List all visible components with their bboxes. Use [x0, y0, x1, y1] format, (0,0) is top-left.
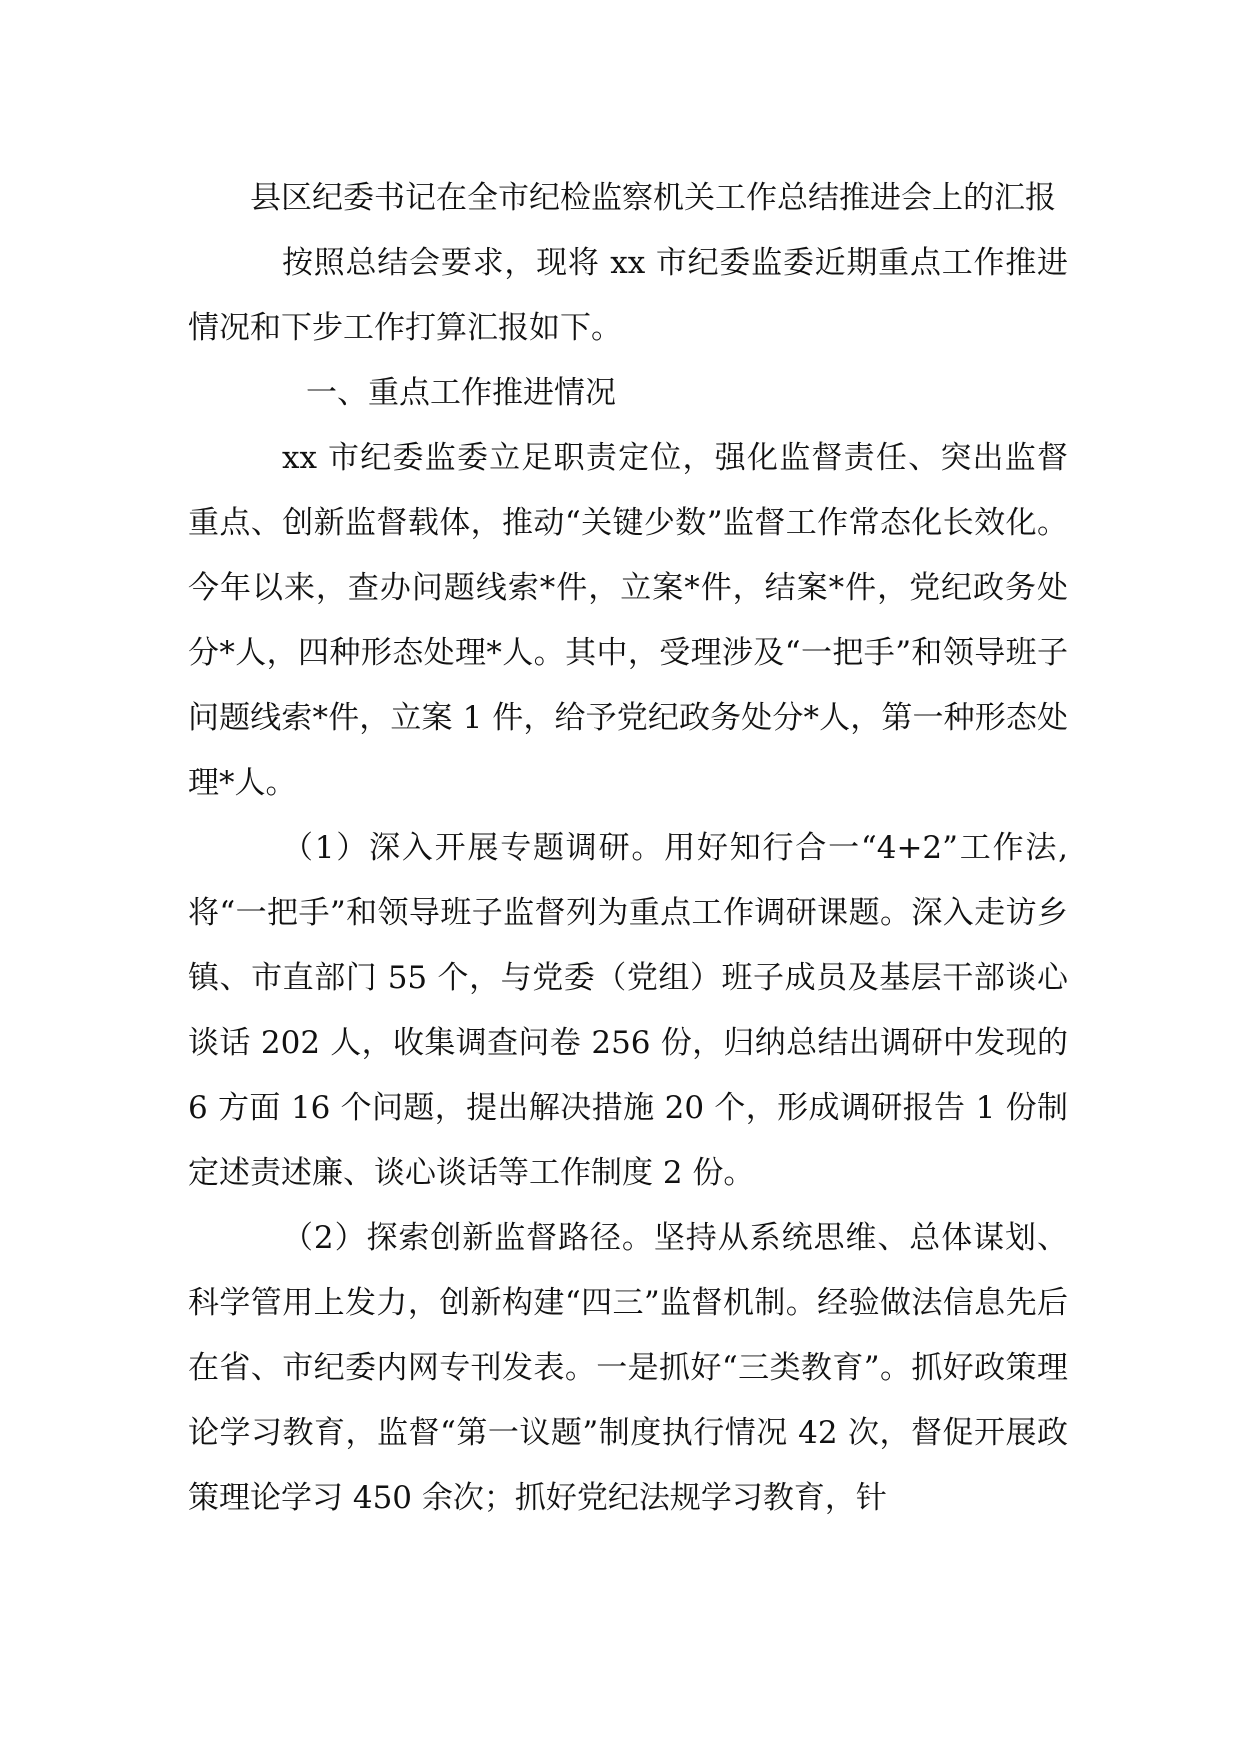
section-heading: 一、重点工作推进情况 [306, 375, 616, 411]
body-paragraph: xx 市纪委监委立足职责定位，强化监督责任、突出监督重点、创新监督载体，推动“关键少数”监督工作常态化长效化。今年以来，查办问题线索*件，立案*件，结案*件，党纪政务处分*人，四种形态处理*人。其中，受理涉及“一把手”和领导班子问题线索*件，立案 1 件，给予党纪政务处分*人，第一种形态处理*人。 [188, 440, 1068, 801]
document-title: 县区纪委书记在全市纪检监察机关工作总结推进会上的汇报 [250, 180, 1056, 216]
body-paragraph: （1）深入开展专题调研。用好知行合一“4+2”工作法,将“一把手”和领导班子监督列为重点工作调研课题。深入走访乡镇、市直部门 55 个，与党委（党组）班子成员及基层干部谈心谈话 202 人，收集调查问卷 256 份，归纳总结出调研中发现的 6 方面 16 个问题，提出解决措施 20 个，形成调研报告 1 份制定述责述廉、谈心谈话等工作制度 2 份。 [188, 830, 1068, 1191]
intro-paragraph: 按照总结会要求，现将 xx 市纪委监委近期重点工作推进情况和下步工作打算汇报如下。 [188, 245, 1068, 346]
document-body [188, 166, 1068, 1531]
body-paragraph: （2）探索创新监督路径。坚持从系统思维、总体谋划、科学管用上发力，创新构建“四三”监督机制。经验做法信息先后在省、市纪委内网专刊发表。一是抓好“三类教育”。抓好政策理论学习教育，监督“第一议题”制度执行情况 42 次，督促开展政策理论学习 450 余次；抓好党纪法规学习教育，针 [188, 1220, 1068, 1516]
